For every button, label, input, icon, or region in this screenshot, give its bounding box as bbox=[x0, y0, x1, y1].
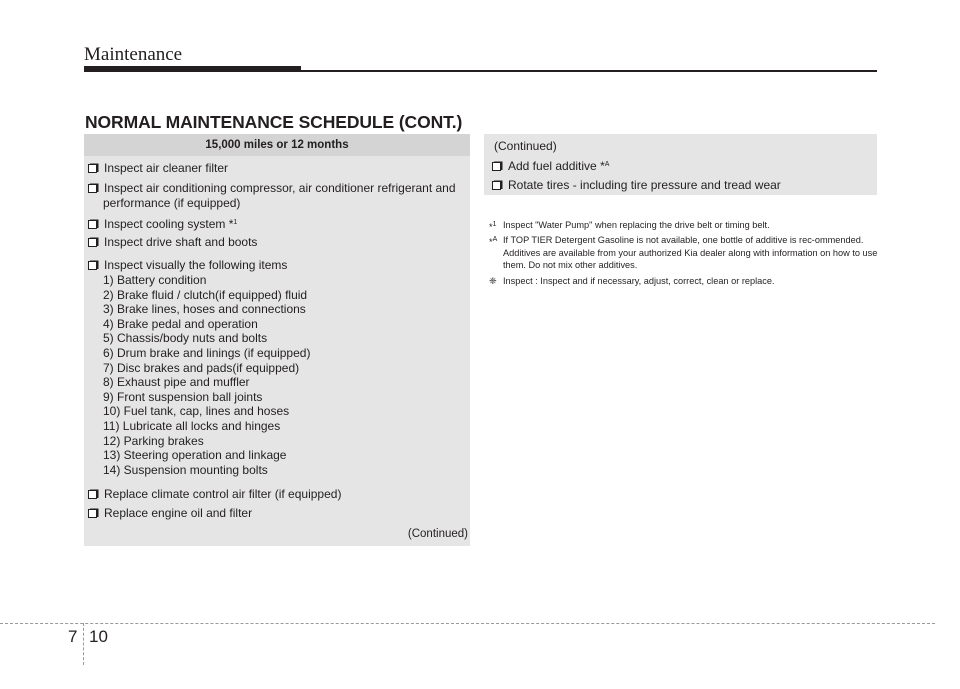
item-text-continuation: performance (if equipped) bbox=[103, 196, 241, 210]
list-item: 14) Suspension mounting bolts bbox=[103, 462, 268, 477]
item-text: Rotate tires - including tire pressure and tread wear bbox=[508, 178, 781, 192]
checklist-item bbox=[84, 487, 466, 502]
checkbox-icon bbox=[88, 489, 99, 499]
footnote bbox=[489, 219, 879, 231]
checkbox-icon bbox=[88, 219, 99, 229]
item-text: Inspect cooling system * bbox=[104, 217, 234, 231]
footer-divider bbox=[83, 623, 84, 665]
checkbox-icon bbox=[88, 508, 99, 518]
schedule-heading: 15,000 miles or 12 months bbox=[84, 134, 470, 156]
list-item: 2) Brake fluid / clutch(if equipped) fluid bbox=[103, 287, 308, 302]
list-item: 4) Brake pedal and operation bbox=[103, 316, 258, 331]
checkbox-icon bbox=[492, 161, 503, 171]
schedule-box-right bbox=[484, 134, 877, 195]
list-item: 3) Brake lines, hoses and connections bbox=[103, 302, 306, 317]
footnote-sup: 1 bbox=[492, 221, 497, 228]
footer-rule bbox=[0, 623, 935, 624]
checklist-item bbox=[84, 216, 466, 232]
checkbox-icon bbox=[88, 183, 99, 193]
section-title: NORMAL MAINTENANCE SCHEDULE (CONT.) bbox=[85, 112, 463, 132]
checklist-item bbox=[84, 181, 466, 196]
footnote-sup: A bbox=[492, 236, 498, 244]
footnote-text: If TOP TIER Detergent Gasoline is not available, one bottle of additive is rec-ommended. Additives are available from your authorized Kia dealer along with information on how to use them. Do not mix other additives. bbox=[503, 235, 878, 271]
checklist-item bbox=[84, 258, 466, 273]
checklist-item bbox=[484, 178, 872, 193]
footnote-asterisk: * bbox=[489, 237, 493, 248]
item-text: Inspect air conditioning compressor, air conditioner refrigerant and bbox=[104, 181, 456, 195]
checkbox-icon bbox=[88, 163, 99, 173]
list-item: 6) Drum brake and linings (if equipped) bbox=[103, 345, 311, 360]
chapter-number: 7 bbox=[68, 627, 78, 646]
list-item: 8) Exhaust pipe and muffler bbox=[103, 375, 250, 390]
footnote-text: Inspect : Inspect and if necessary, adjust, correct, clean or replace. bbox=[503, 275, 775, 286]
checklist-item bbox=[84, 235, 466, 250]
list-item: 1) Battery condition bbox=[103, 273, 207, 287]
item-text: Replace engine oil and filter bbox=[104, 506, 253, 520]
footnote-marker bbox=[489, 219, 496, 233]
item-text: Inspect drive shaft and boots bbox=[104, 235, 258, 249]
footnote-marker: ❈ bbox=[489, 275, 497, 286]
list-item: 13) Steering operation and linkage bbox=[103, 448, 287, 463]
footnote-marker bbox=[489, 234, 497, 248]
footnotes bbox=[489, 219, 879, 290]
header-rule-thick bbox=[84, 66, 301, 72]
list-item: 5) Chassis/body nuts and bolts bbox=[103, 331, 268, 346]
footnote-mark: A bbox=[604, 161, 610, 168]
item-text: Replace climate control air filter (if equipped) bbox=[104, 487, 342, 501]
header-title: Maintenance bbox=[84, 44, 183, 65]
schedule-box-left bbox=[84, 134, 470, 546]
item-text: Inspect visually the following items bbox=[104, 258, 288, 272]
item-text: Add fuel additive * bbox=[508, 159, 605, 173]
footnote-mark: 1 bbox=[233, 219, 238, 226]
footnote bbox=[489, 234, 879, 271]
item-text: Inspect air cleaner filter bbox=[104, 161, 229, 175]
list-item: 10) Fuel tank, cap, lines and hoses bbox=[103, 404, 290, 419]
continued-label: (Continued) bbox=[407, 528, 468, 540]
header-rule-thin bbox=[301, 70, 877, 72]
checkbox-icon bbox=[88, 260, 99, 270]
footnote bbox=[489, 275, 879, 287]
list-item: 9) Front suspension ball joints bbox=[103, 389, 263, 404]
checkbox-icon bbox=[88, 237, 99, 247]
checklist-item bbox=[84, 161, 466, 176]
continued-label: (Continued) bbox=[494, 139, 557, 153]
page-number: 10 bbox=[89, 627, 108, 646]
list-item: 7) Disc brakes and pads(if equipped) bbox=[103, 360, 300, 375]
list-item: 12) Parking brakes bbox=[103, 433, 204, 448]
checklist-item bbox=[84, 506, 466, 521]
list-item: 11) Lubricate all locks and hinges bbox=[103, 418, 281, 433]
visual-inspection-list bbox=[103, 273, 310, 477]
footnote-text: Inspect "Water Pump" when replacing the drive belt or timing belt. bbox=[503, 220, 770, 230]
checklist-item bbox=[484, 158, 872, 174]
checkbox-icon bbox=[492, 180, 503, 190]
footnote-asterisk: * bbox=[489, 222, 493, 232]
